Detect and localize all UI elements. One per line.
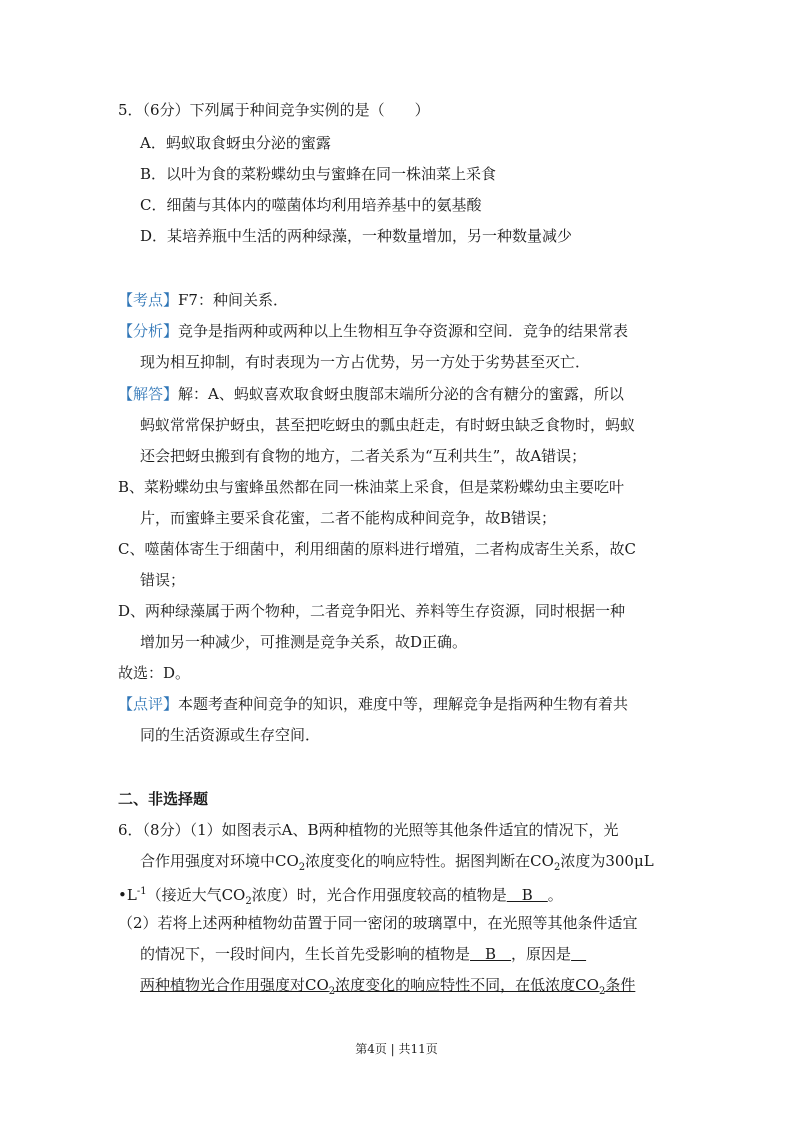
q6-line: 合作用强度对环境中$CO_2$浓度变化的响应特性。据图判断在$CO_2$浓度为300μL <box>140 852 654 873</box>
jieda-line: 错误； <box>140 571 186 589</box>
jieda-answer: 故选：D。 <box>118 664 191 682</box>
q5-option-d: D．某培养瓶中生活的两种绿藻，一种数量增加，另一种数量减少 <box>140 227 573 245</box>
jieda-line: C、噬菌体寄生于细菌中，利用细菌的原料进行增殖，二者构成寄生关系，故C <box>118 540 636 558</box>
page-footer: 第4页 | 共11页 <box>355 1042 438 1056</box>
q6-answer-line: 两种植物光合作用强度对$CO_2$浓度变化的响应特性不同，在低浓度$CO_2$条件 <box>140 976 636 997</box>
jieda-line: D、两种绿藻属于两个物种，二者竞争阳光、养料等生存资源，同时根据一种 <box>118 602 626 620</box>
q6-line: 6．（8分）（1）如图表示A、B两种植物的光照等其他条件适宜的情况下，光 <box>118 821 619 839</box>
jieda-line: 增加另一种减少，可推测是竞争关系，故D正确。 <box>140 633 468 651</box>
jieda-line: 片，而蜜蜂主要采食花蜜，二者不能构成种间竞争，故B错误； <box>140 509 557 527</box>
jieda-block <box>118 384 624 404</box>
dianping-line: 同的生活资源或生存空间． <box>140 726 321 744</box>
jieda-line: B、菜粉蝶幼虫与蜜蜂虽然都在同一株油菜上采食，但是菜粉蝶幼虫主要吃叶 <box>118 478 625 496</box>
answer-blank: B <box>470 945 512 963</box>
fenxi-block <box>118 321 628 341</box>
jieda-tag: 【解答】 <box>118 385 179 403</box>
q5-option-c: C．细菌与其体内的噬菌体均利用培养基中的氨基酸 <box>140 196 482 214</box>
section-heading: 二、非选择题 <box>118 790 209 808</box>
fenxi-line: 竞争是指两种或两种以上生物相互争夺资源和空间．竞争的结果常表 <box>178 322 629 340</box>
fenxi-line: 现为相互抑制，有时表现为一方占优势，另一方处于劣势甚至灭亡． <box>140 353 591 371</box>
fenxi-tag: 【分析】 <box>118 322 179 340</box>
answer-blank: B <box>506 886 548 904</box>
q6-line: 的情况下，一段时间内，生长首先受影响的植物是 B ，原因是 <box>140 945 572 963</box>
q6-line: $•L^{-1}$（接近大气$CO_2$浓度）时，光合作用强度较高的植物是 B 。 <box>118 886 563 907</box>
q5-option-b: B．以叶为食的菜粉蝶幼虫与蜜蜂在同一株油菜上采食 <box>140 165 497 183</box>
kaodian-block <box>118 290 288 310</box>
dianping-line: 本题考查种间竞争的知识，难度中等，理解竞争是指两种生物有着共 <box>178 695 629 713</box>
q6-line: （2）若将上述两种植物幼苗置于同一密闭的玻璃罩中，在光照等其他条件适宜 <box>118 914 638 932</box>
kaodian-tag: 【考点】 <box>118 291 179 309</box>
jieda-line: 解：A、蚂蚁喜欢取食蚜虫腹部末端所分泌的含有糖分的蜜露，所以 <box>178 385 624 403</box>
jieda-line: 还会把蚜虫搬到有食物的地方，二者关系为“互利共生”，故A错误； <box>140 447 587 465</box>
dianping-block <box>118 694 628 714</box>
q5-option-a: A．蚂蚁取食蚜虫分泌的蜜露 <box>140 134 331 152</box>
dianping-tag: 【点评】 <box>118 695 179 713</box>
question5-stem: 5．（6分）下列属于种间竞争实例的是（ ） <box>118 101 430 119</box>
kaodian-text: F7：种间关系． <box>178 291 288 309</box>
jieda-line: 蚂蚁常常保护蚜虫，甚至把吃蚜虫的瓢虫赶走，有时蚜虫缺乏食物时，蚂蚁 <box>140 416 636 434</box>
